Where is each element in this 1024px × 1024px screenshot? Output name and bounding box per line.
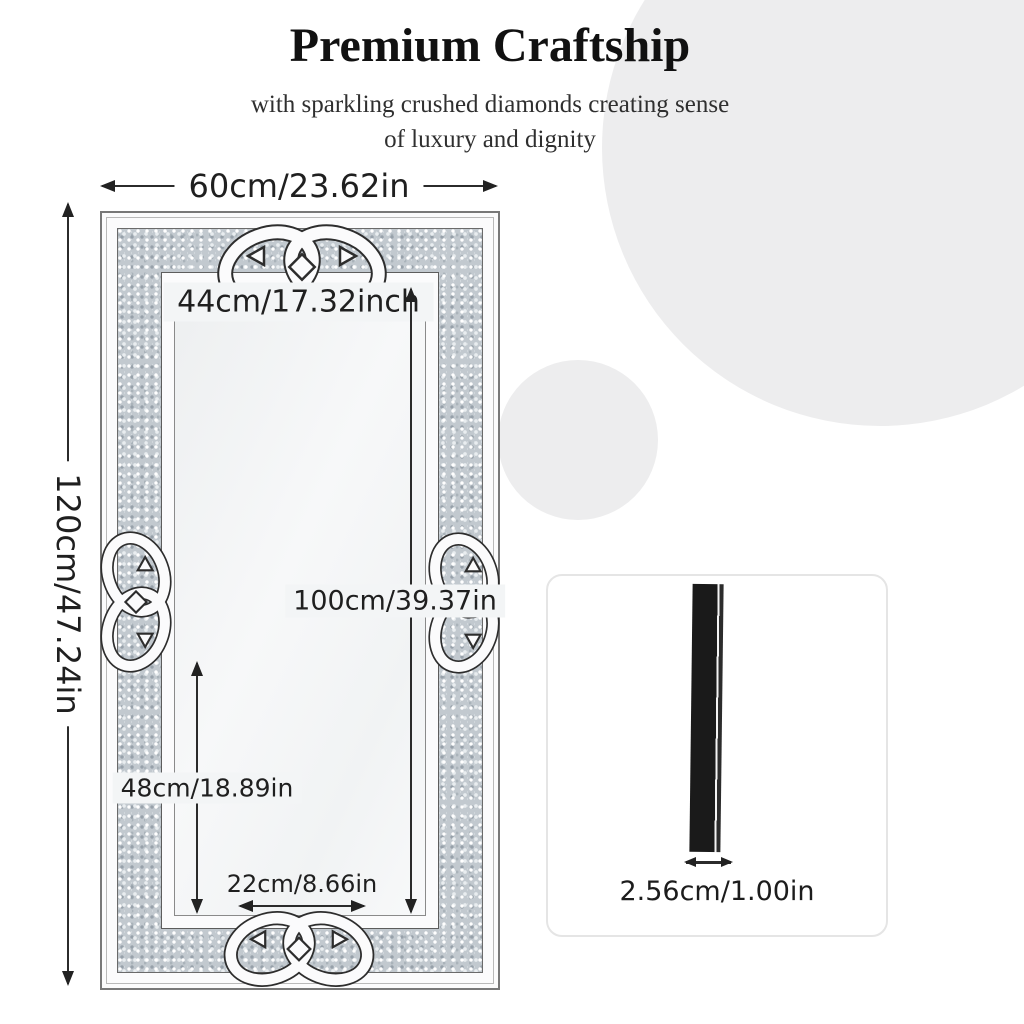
- thickness-label: 2.56cm/1.00in: [619, 876, 815, 907]
- glass-height-label: 100cm/39.37in: [285, 584, 505, 617]
- arrow-right-icon: [721, 857, 733, 867]
- lower-glass-height-label: 48cm/18.89in: [113, 772, 302, 803]
- arrow-up-icon: [191, 661, 203, 676]
- celtic-knot-bottom-icon: [219, 899, 379, 999]
- mirror-side-profile: [689, 584, 723, 852]
- dimension-line: [240, 905, 364, 907]
- outer-height-label: 120cm/47.24in: [47, 461, 89, 726]
- arrow-right-icon: [483, 180, 498, 192]
- outer-width-label: 60cm/23.62in: [174, 165, 423, 207]
- background-circle-small: [498, 360, 658, 520]
- arrow-down-icon: [191, 899, 203, 914]
- arrow-left-icon: [100, 180, 115, 192]
- arrow-left-icon: [684, 857, 696, 867]
- thickness-side-view-card: [546, 574, 888, 937]
- subtitle-line-2: of luxury and dignity: [384, 125, 596, 153]
- celtic-knot-left-icon: [86, 527, 186, 677]
- arrow-down-icon: [405, 899, 417, 914]
- arrow-left-icon: [238, 900, 253, 912]
- glass-width-label: 44cm/17.32inch: [163, 283, 434, 322]
- arrow-right-icon: [351, 900, 366, 912]
- subtitle-line-1: with sparkling crushed diamonds creating sense: [250, 90, 730, 118]
- arrow-down-icon: [62, 971, 74, 986]
- header: [0, 0, 980, 157]
- page-title: Premium Craftship: [289, 19, 691, 72]
- arrow-up-icon: [62, 202, 74, 217]
- arrow-up-icon: [405, 287, 417, 302]
- bottom-glass-width-label: 22cm/8.66in: [226, 870, 378, 898]
- page-subtitle: [0, 87, 980, 157]
